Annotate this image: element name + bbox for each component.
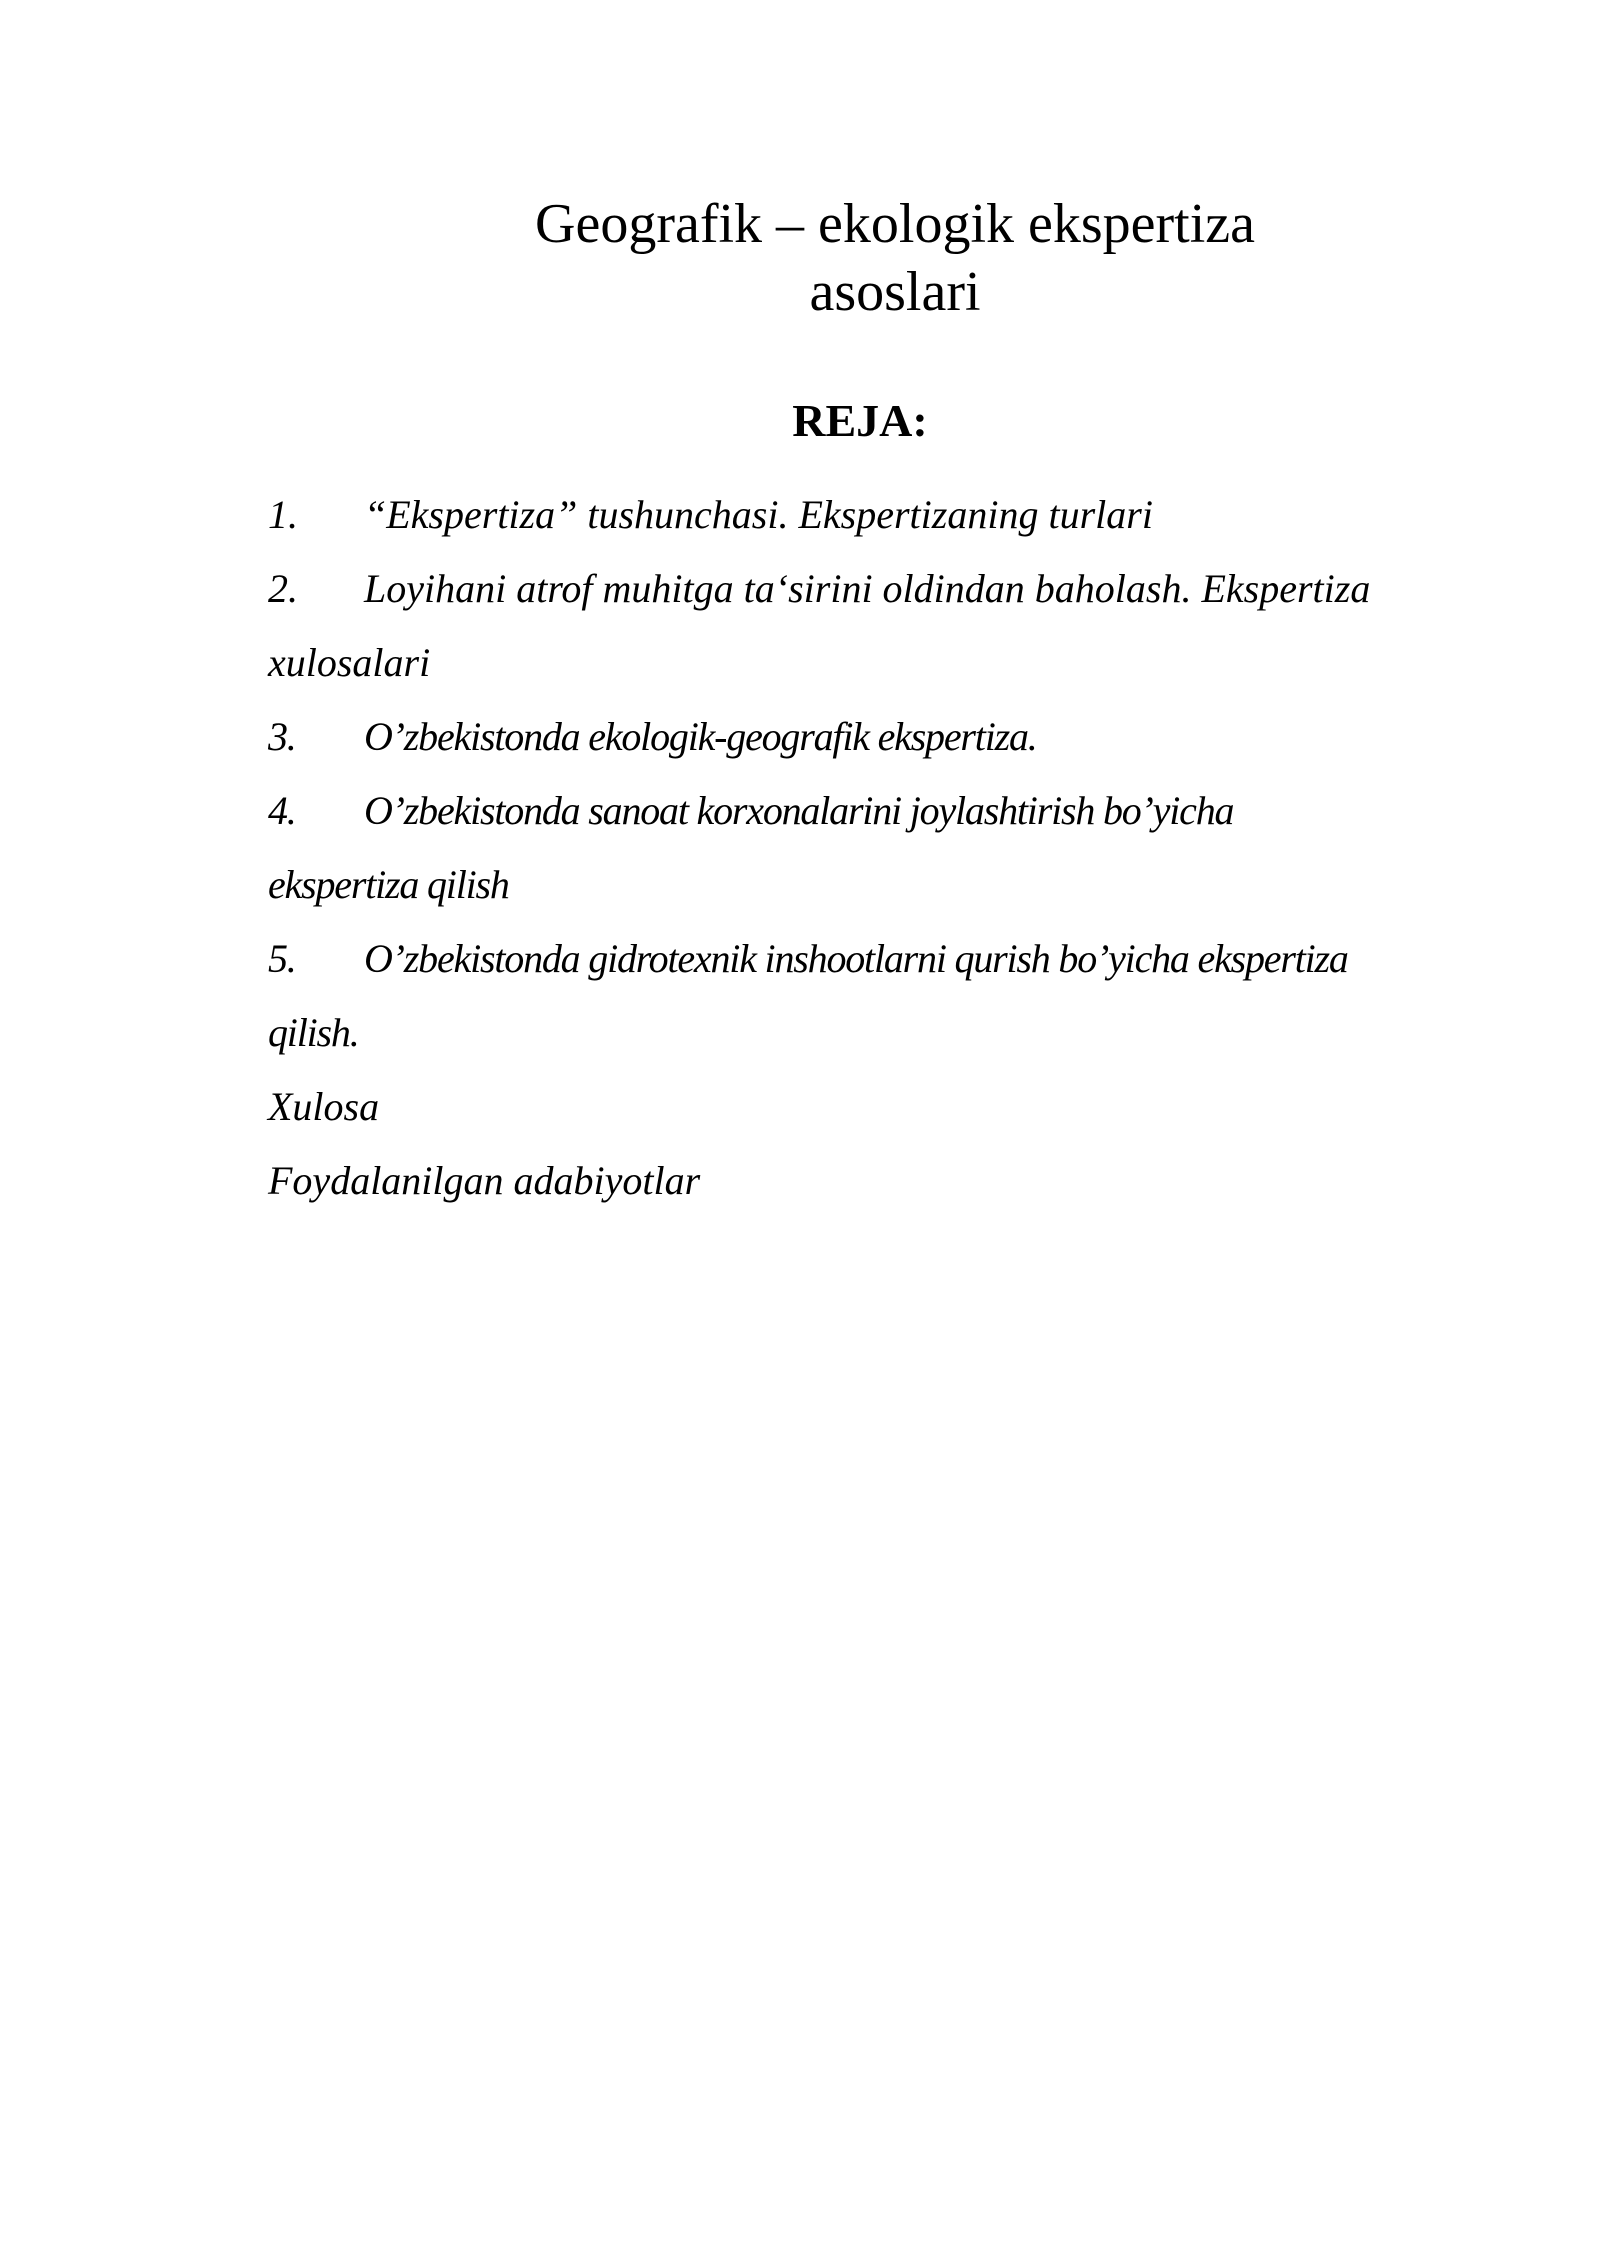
plan-item-3 — [268, 700, 1448, 774]
plan-list — [268, 478, 1448, 1218]
conclusion-item: Xulosa — [268, 1084, 380, 1129]
plan-item-text: O’zbekistonda ekologik-geografik ekspertiza. — [364, 714, 1037, 759]
plan-item-text: O’zbekistonda sanoat korxonalarini joylashtirish bo’yicha — [364, 788, 1234, 833]
plan-item-number: 3. — [268, 714, 296, 759]
plan-item-text: O’zbekistonda gidrotexnik inshootlarni qurish bo’yicha ekspertiza — [364, 936, 1348, 981]
plan-item-5 — [268, 922, 1448, 1070]
title-line-2: asoslari — [809, 261, 981, 323]
plan-heading: REJA: — [792, 395, 928, 446]
plan-item-text: Loyihani atrof muhitga ta‘sirini oldindan baholash. Ekspertiza — [364, 566, 1371, 611]
plan-item-text: “Ekspertiza” tushunchasi. Ekspertizaning turlari — [364, 492, 1153, 537]
plan-item-number: 5. — [268, 936, 296, 981]
plan-item-4 — [268, 774, 1448, 922]
plan-item-continuation: qilish. — [268, 1010, 359, 1055]
plan-item-1 — [268, 478, 1448, 552]
document-title — [400, 190, 1390, 326]
plan-item-continuation: ekspertiza qilish — [268, 862, 509, 907]
plan-item-continuation: xulosalari — [268, 640, 431, 685]
plan-item-number: 1. — [268, 492, 298, 537]
plan-item-number: 4. — [268, 788, 296, 833]
plan-item-2 — [268, 552, 1448, 700]
references-item: Foydalanilgan adabiyotlar — [268, 1158, 701, 1203]
title-line-1: Geografik – ekologik ekspertiza — [535, 193, 1255, 255]
plan-item-number: 2. — [268, 566, 298, 611]
